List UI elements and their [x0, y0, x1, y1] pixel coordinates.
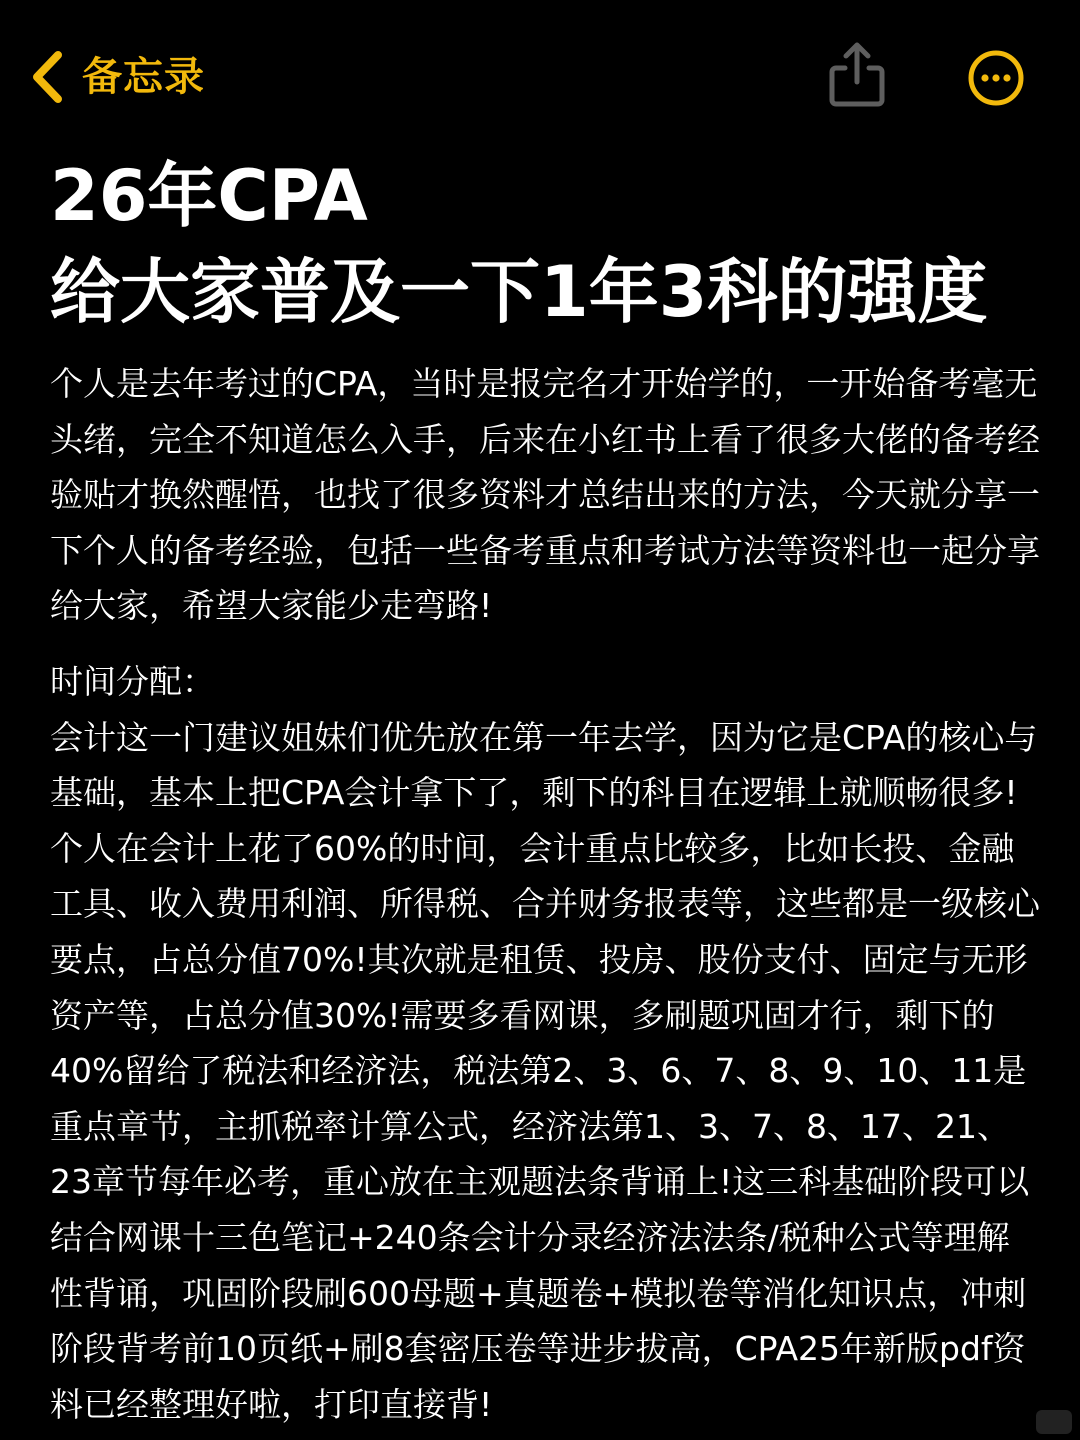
section-heading: 时间分配： [50, 661, 215, 701]
chevron-left-icon [30, 50, 64, 104]
intro-paragraph: 个人是去年考过的CPA，当时是报完名才开始学的，一开始备考毫无头绪，完全不知道怎么入手，后来在小红书上看了很多大佬的备考经验贴才换然醒悟，也找了很多资料才总结出来的方法，今天就分享一下个人的备考经验，包括一些备考重点和考试方法等资料也一起分享给大家，希望大家能少走弯路! [50, 364, 1040, 626]
more-options-button[interactable] [966, 48, 1026, 108]
back-button[interactable] [30, 44, 205, 110]
share-icon [826, 95, 888, 114]
note-title-line-2: 给大家普及一下1年3科的强度 [50, 251, 988, 333]
note-title-line-1: 26年CPA [50, 155, 368, 237]
navigation-bar [0, 0, 1080, 150]
section-paragraph: 会计这一门建议姐妹们优先放在第一年去学，因为它是CPA的核心与基础，基本上把CPA会计拿下了，剩下的科目在逻辑上就顺畅很多!个人在会计上花了60%的时间，会计重点比较多，比如长投、金融工具、收入费用利润、所得税、合并财务报表等，这些都是一级核心要点，占总分值70%!其次就是租赁、投房、股份支付、固定与无形资产等，占总分值30%!需要多看网课，多刷题巩固才行，剩下的40%留给了税法和经济法，税法第2、3、6、7、8、9、10、11是重点章节，主抓税率计算公式，经济法第1、3、7、8、17、21、23章节每年必考，重心放在主观题法条背诵上!这三科基础阶段可以结合网课十三色笔记+240条会计分录经济法法条/税种公式等理解性背诵，巩固阶段刷600母题+真题卷+模拟卷等消化知识点，冲刺阶段背考前10页纸+刷8套密压卷等进步拔高，CPA25年新版pdf资料已经整理好啦，打印直接背! [50, 717, 1040, 1424]
note-title [50, 148, 1050, 340]
back-label: 备忘录 [82, 54, 205, 100]
share-button[interactable] [826, 40, 888, 110]
ellipsis-circle-icon [966, 93, 1026, 112]
note-body[interactable] [50, 356, 1040, 1432]
watermark-logo [1036, 1410, 1072, 1434]
